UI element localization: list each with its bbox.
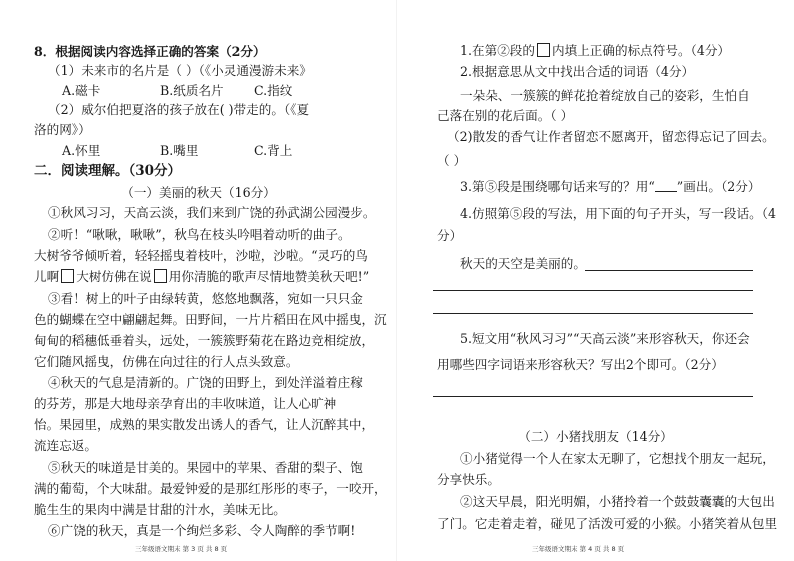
punctuation-answer-box[interactable]: [154, 269, 167, 283]
passage1-line-with-box: [34, 268, 369, 286]
q5-line2: 用哪些四字词语来形容秋天？写出2个即可。（2分）: [437, 357, 724, 372]
q8-2-option-b: B.嘴里: [160, 143, 199, 158]
passage1-line: ②听！“啾啾，啾啾”，秋鸟在枝头吟唱着动听的曲子。: [48, 227, 351, 242]
passage1-line: 满的葡萄，个大味甜。最爱钟爱的是那红彤彤的枣子，一咬开，: [34, 481, 387, 496]
q1-prefix: 1.在第②段的: [460, 43, 535, 58]
q4-line1: 4.仿照第⑤段的写法，用下面的句子开头，写一段话。（4: [460, 206, 776, 221]
section2-title: 二．阅读理解。（30分）: [34, 163, 182, 179]
q2-2-line1: （2)散发的香气让作者留恋不愿离开，留恋得忘记了回去。: [447, 129, 775, 144]
box-symbol-icon: [537, 43, 550, 57]
q3-line: [460, 178, 761, 196]
punctuation-answer-box[interactable]: [61, 269, 74, 283]
q2-title: 2.根据意思从文中找出合适的词语（4分）: [460, 64, 695, 79]
passage1-line: 怡。果园里，成熟的果实散发出诱人的香气，让人沉醉其中，: [34, 417, 375, 432]
passage1-line: 色的蝴蝶在空中翩翩起舞。田野间，一片片稻田在风中摇曳，沉: [34, 312, 387, 327]
q1-suffix: 内填上正确的标点符号。（4分）: [552, 43, 731, 58]
passage1-line: ③看！树上的叶子由绿转黄，悠悠地飘落，宛如一只只金: [48, 291, 363, 306]
answer-line[interactable]: [585, 270, 753, 271]
passage1-line4-prefix: 儿啊: [34, 269, 60, 284]
q3-suffix: ”画出。（2分）: [676, 179, 761, 194]
answer-line[interactable]: [433, 290, 753, 291]
q8-1-option-a: A.磁卡: [62, 83, 101, 98]
right-page-footer: 三年级语文期末 第 4 页 共 8 页: [532, 545, 625, 553]
q4-sentence-start: 秋天的天空是美丽的。: [460, 256, 586, 271]
q2-1-line1: 一朵朵、一簇簇的鲜花抢着绽放自己的姿彩，生怕自: [460, 88, 750, 103]
passage2-line: ①小猪觉得一个人在家太无聊了，它想找个朋友一起玩，: [460, 451, 775, 466]
passage2-title: （二）小猪找朋友（14分）: [518, 429, 673, 444]
q8-1-question: （1）未来市的名片是（ ）（《小灵通漫游未来》: [48, 63, 312, 78]
left-page-footer: 三年级语文期末 第 3 页 共 8 页: [135, 545, 228, 553]
q1-line: [460, 42, 730, 60]
passage2-line: 了门。它走着走着，碰见了活泼可爱的小猴。小猪笑着从包里: [437, 516, 778, 531]
q3-prefix: 3.第⑤段是围绕哪句话来写的？用“: [460, 179, 655, 194]
q8-2-option-c: C.背上: [254, 143, 293, 158]
answer-line[interactable]: [433, 396, 753, 397]
passage1-line: 它们随风摇曳，仿佛在向过往的行人点头致意。: [34, 354, 299, 369]
q8-1-option-b: B.纸质名片: [160, 83, 224, 98]
passage1-line4-middle: 大树仿佛在说: [76, 269, 152, 284]
passage1-title: （一）美丽的秋天（16分）: [121, 185, 276, 200]
q2-1-line2: 己落在别的花后面。（ ）: [437, 108, 574, 123]
passage2-line: 分享快乐。: [437, 472, 500, 487]
passage2-line: ②这天早晨，阳光明媚，小猪拎着一个鼓鼓囊囊的大包出: [460, 494, 775, 509]
q8-1-option-c: C.指纹: [254, 83, 293, 98]
passage1-line: ①秋风习习，天高云淡，我们来到广饶的孙武湖公园漫步。: [48, 205, 376, 220]
passage1-line4-end: 用你清脆的歌声尽情地赞美秋天吧!”: [168, 269, 370, 284]
q8-2-question-line1: （2）威尔伯把夏洛的孩子放在( )带走的。（《夏: [48, 102, 310, 117]
q2-2-line2: （ ）: [437, 153, 467, 168]
right-page: [397, 0, 794, 561]
passage1-line: ⑥广饶的秋天，真是一个绚烂多彩、令人陶醉的季节啊!: [48, 523, 356, 538]
passage1-line: 脆生生的果肉中满是甘甜的汁水，美味无比。: [34, 502, 286, 517]
q5-line1: 5.短文用“秋风习习”“天高云淡”来形容秋天，你还会: [460, 331, 750, 346]
underline-symbol-icon: [655, 179, 677, 192]
q8-title: 8．根据阅读内容选择正确的答案（2分）: [34, 44, 266, 59]
q8-2-question-line2: 洛的网》）: [34, 122, 91, 137]
passage1-line: ④秋天的气息是清新的。广饶的田野上，到处洋溢着庄稼: [48, 375, 363, 390]
passage1-line: 的芬芳，那是大地母亲孕育出的丰收味道，让人心旷神: [34, 396, 337, 411]
answer-line[interactable]: [433, 313, 753, 314]
q4-line2: 分）: [437, 228, 463, 243]
passage1-line: ⑤秋天的味道是甘美的。果园中的苹果、香甜的梨子、饱: [48, 460, 363, 475]
passage1-line: 大树爷爷倾听着，轻轻摇曳着枝叶，沙啦，沙啦。“灵巧的鸟: [34, 248, 368, 263]
passage1-line: 甸甸的稻穗低垂着头，远处，一簇簇野菊花在路边竞相绽放，: [34, 333, 375, 348]
passage1-line: 流连忘返。: [34, 438, 97, 453]
q8-2-option-a: A.怀里: [62, 143, 101, 158]
